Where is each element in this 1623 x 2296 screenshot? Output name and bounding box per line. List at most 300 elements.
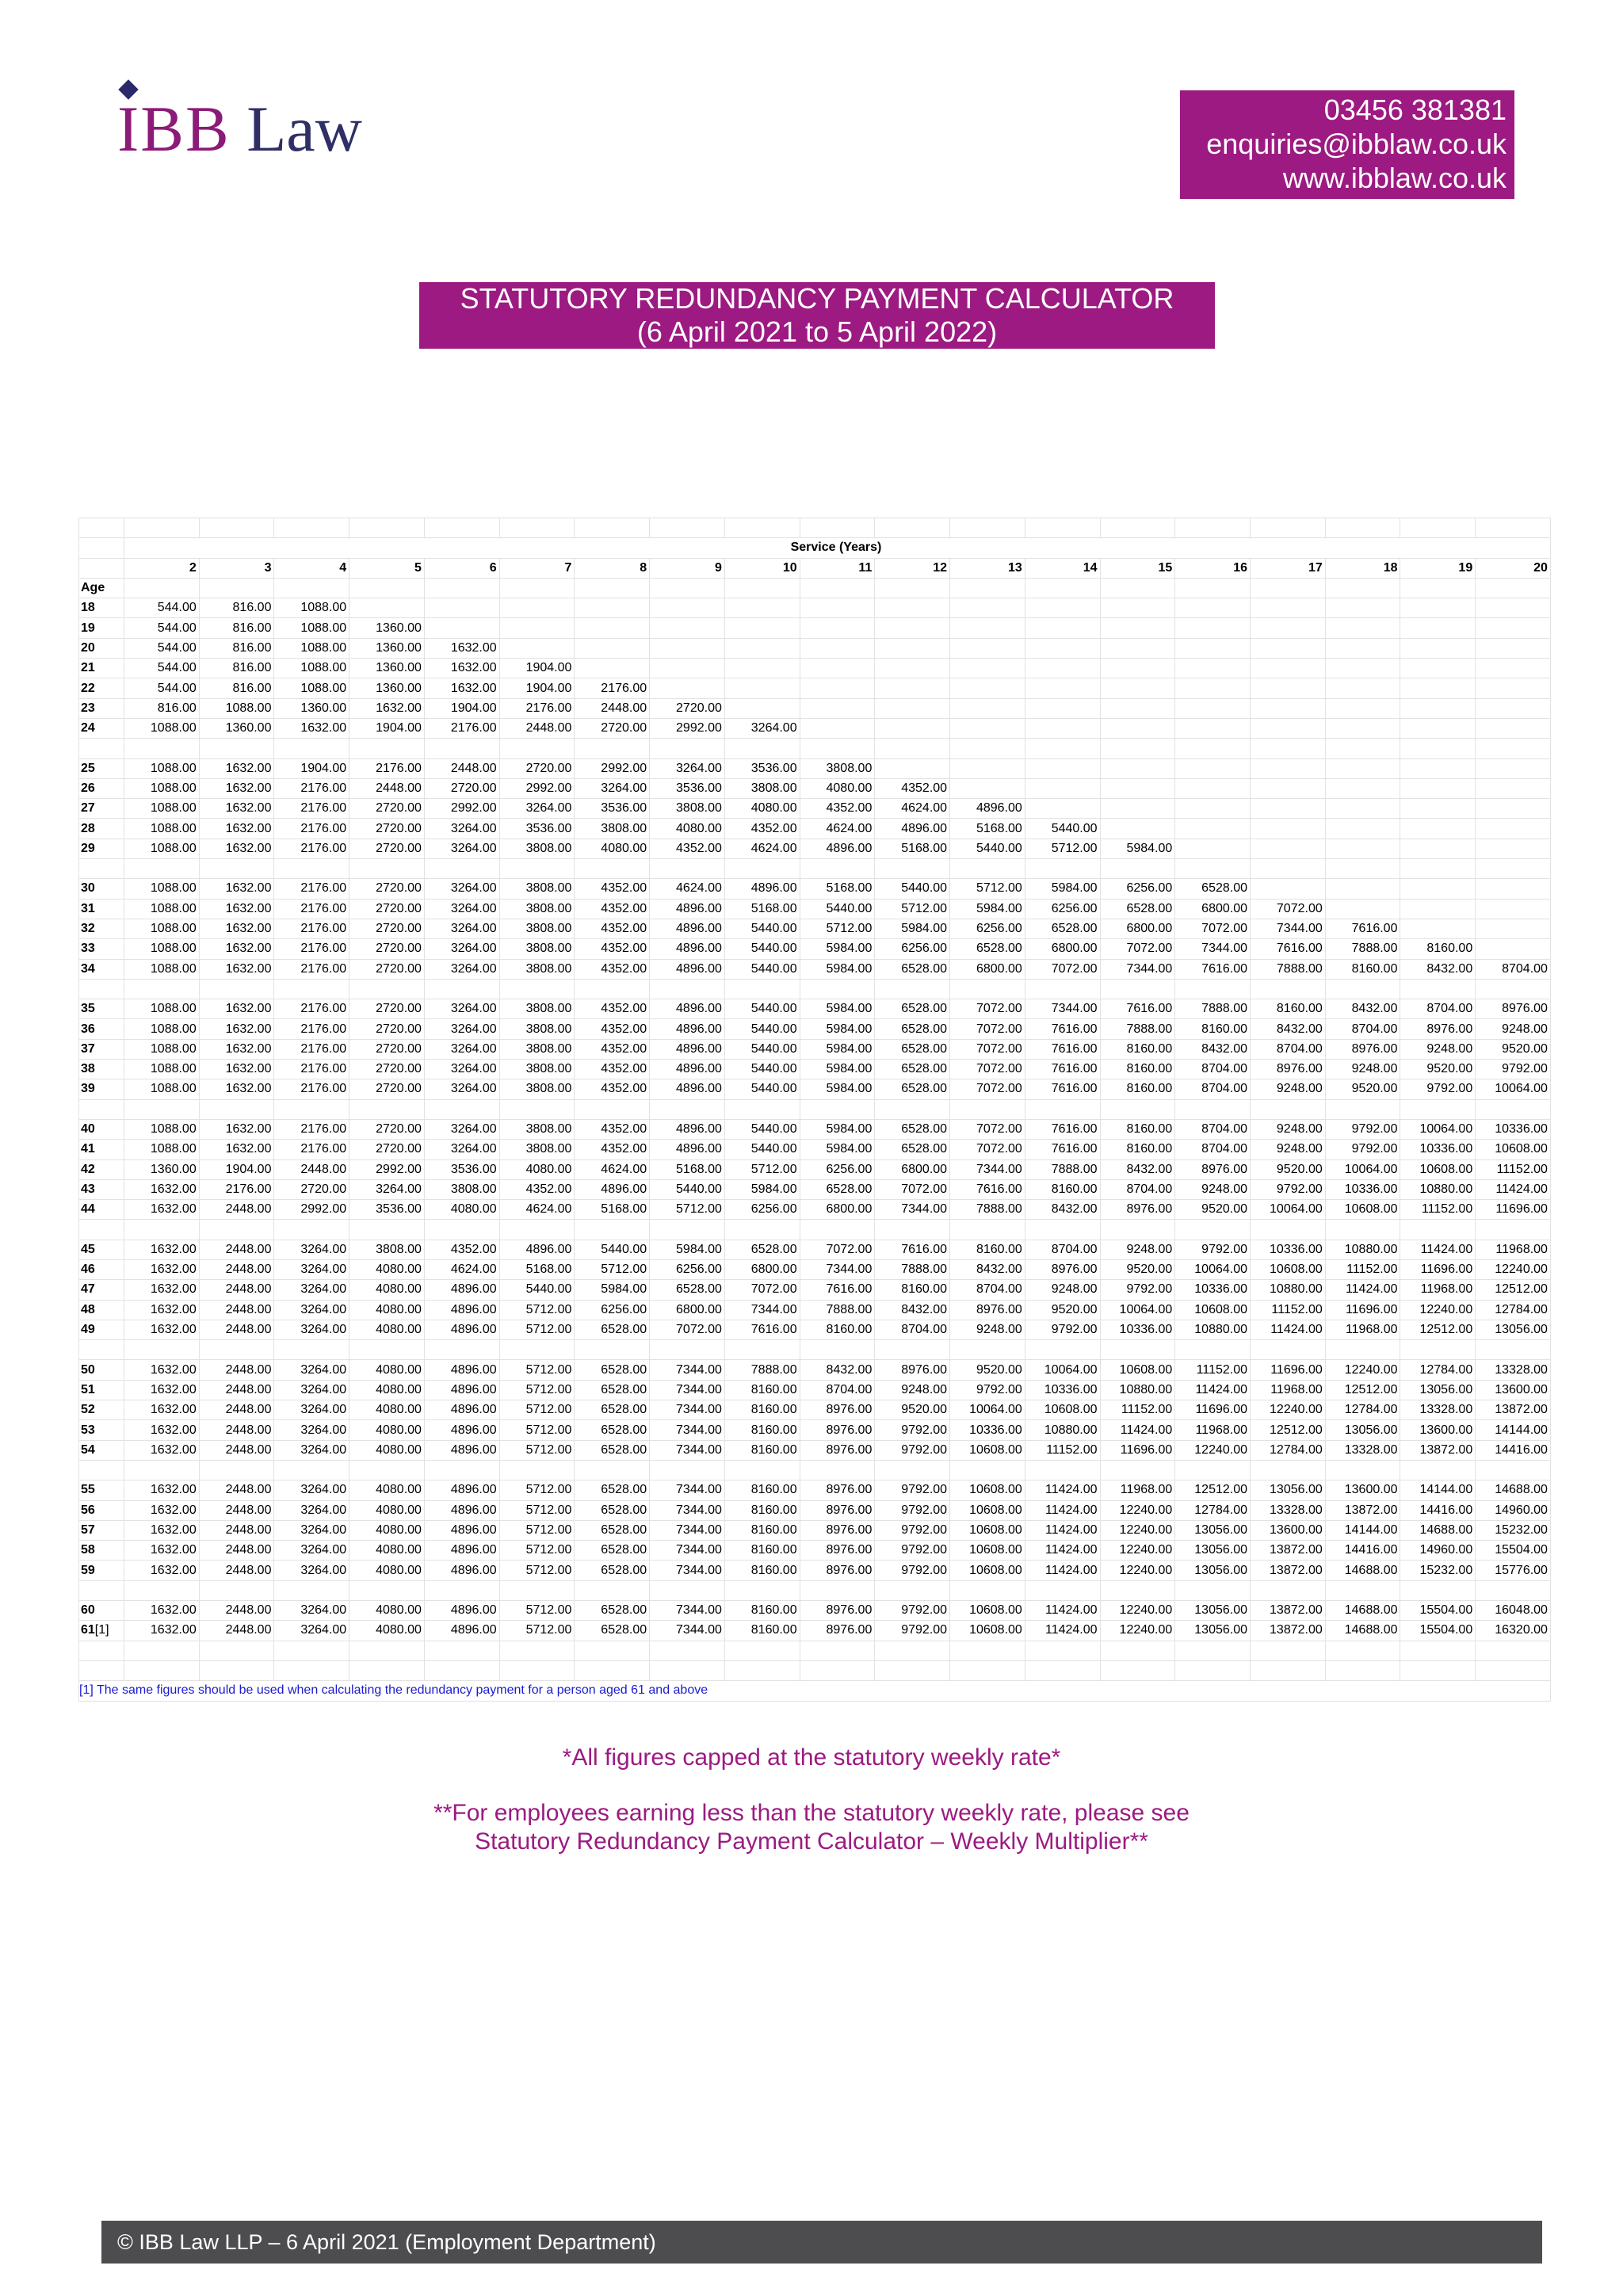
table-row xyxy=(79,778,1551,798)
value-cell: 11424.00 xyxy=(1025,1601,1100,1621)
value-cell: 3536.00 xyxy=(499,819,575,839)
value-cell: 4352.00 xyxy=(575,919,650,938)
value-cell: 1632.00 xyxy=(124,1400,200,1420)
value-cell: 11152.00 xyxy=(1100,1400,1175,1420)
empty-cell xyxy=(724,698,800,718)
empty-cell xyxy=(124,859,200,879)
value-cell: 2176.00 xyxy=(274,1140,349,1159)
value-cell: 1360.00 xyxy=(199,718,274,738)
value-cell: 4896.00 xyxy=(424,1520,499,1540)
value-cell: 12784.00 xyxy=(1400,1360,1476,1380)
empty-cell xyxy=(800,1099,875,1119)
value-cell: 8976.00 xyxy=(1325,1039,1400,1059)
empty-cell xyxy=(1400,839,1476,858)
empty-cell xyxy=(1400,899,1476,919)
value-cell: 4080.00 xyxy=(349,1601,425,1621)
value-cell: 13600.00 xyxy=(1251,1520,1326,1540)
value-cell: 9520.00 xyxy=(875,1400,950,1420)
value-cell: 7888.00 xyxy=(800,1300,875,1320)
value-cell: 12240.00 xyxy=(1251,1400,1326,1420)
value-cell: 13872.00 xyxy=(1400,1440,1476,1460)
empty-cell xyxy=(800,578,875,598)
value-cell: 13056.00 xyxy=(1400,1380,1476,1400)
empty-cell xyxy=(575,1340,650,1360)
title-line-1: STATUTORY REDUNDANCY PAYMENT CALCULATOR xyxy=(460,282,1174,315)
empty-cell xyxy=(424,518,499,538)
value-cell: 3808.00 xyxy=(499,1079,575,1099)
value-cell: 1632.00 xyxy=(199,799,274,819)
empty-cell xyxy=(1476,518,1551,538)
empty-cell xyxy=(349,1460,425,1480)
value-cell: 1904.00 xyxy=(274,758,349,778)
value-cell: 8976.00 xyxy=(800,1520,875,1540)
value-cell: 8160.00 xyxy=(1251,999,1326,1019)
value-cell: 2448.00 xyxy=(199,1541,274,1561)
value-cell: 6528.00 xyxy=(575,1601,650,1621)
empty-cell xyxy=(875,739,950,758)
value-cell: 3264.00 xyxy=(274,1621,349,1641)
column-header: 12 xyxy=(875,558,950,578)
age-value: 36 xyxy=(81,1022,95,1036)
age-value: 30 xyxy=(81,881,95,896)
value-cell: 2176.00 xyxy=(575,678,650,698)
value-cell: 1632.00 xyxy=(199,1060,274,1079)
empty-cell xyxy=(875,718,950,738)
empty-cell xyxy=(79,1220,124,1240)
table-row xyxy=(79,638,1551,658)
value-cell: 5712.00 xyxy=(499,1480,575,1500)
value-cell: 6800.00 xyxy=(950,959,1025,979)
empty-cell xyxy=(1175,979,1251,999)
empty-cell xyxy=(424,1641,499,1660)
value-cell: 1088.00 xyxy=(274,598,349,618)
empty-cell xyxy=(724,739,800,758)
empty-cell xyxy=(1400,1641,1476,1660)
value-cell: 5984.00 xyxy=(800,999,875,1019)
value-cell: 4352.00 xyxy=(575,1119,650,1139)
value-cell: 3808.00 xyxy=(499,1019,575,1039)
value-cell: 3264.00 xyxy=(424,1019,499,1039)
age-value: 34 xyxy=(81,961,95,976)
value-cell: 5440.00 xyxy=(499,1280,575,1300)
value-cell: 7888.00 xyxy=(1175,999,1251,1019)
value-cell: 6528.00 xyxy=(575,1440,650,1460)
empty-cell xyxy=(274,1460,349,1480)
value-cell: 8976.00 xyxy=(1175,1159,1251,1179)
empty-cell xyxy=(349,1099,425,1119)
value-cell: 2448.00 xyxy=(499,718,575,738)
empty-cell xyxy=(1100,778,1175,798)
value-cell: 2176.00 xyxy=(274,839,349,858)
age-value: 26 xyxy=(81,781,95,795)
value-cell: 9248.00 xyxy=(1251,1079,1326,1099)
spacer-row xyxy=(79,1660,1551,1680)
value-cell: 8160.00 xyxy=(1100,1140,1175,1159)
value-cell: 9520.00 xyxy=(1251,1159,1326,1179)
empty-cell xyxy=(1025,598,1100,618)
empty-cell xyxy=(575,1641,650,1660)
empty-cell xyxy=(1100,1220,1175,1240)
table-row xyxy=(79,1480,1551,1500)
empty-cell xyxy=(950,638,1025,658)
age-cell xyxy=(79,959,124,979)
value-cell: 8160.00 xyxy=(1325,959,1400,979)
column-header: 9 xyxy=(650,558,725,578)
empty-cell xyxy=(274,578,349,598)
empty-cell xyxy=(1400,1220,1476,1240)
value-cell: 2720.00 xyxy=(499,758,575,778)
empty-cell xyxy=(950,758,1025,778)
value-cell: 3808.00 xyxy=(499,939,575,959)
age-cell xyxy=(79,1039,124,1059)
value-cell: 7616.00 xyxy=(1025,1079,1100,1099)
empty-cell xyxy=(1400,618,1476,638)
value-cell: 7344.00 xyxy=(800,1259,875,1279)
value-cell: 7072.00 xyxy=(724,1280,800,1300)
empty-cell xyxy=(349,739,425,758)
empty-cell xyxy=(875,1580,950,1600)
value-cell: 15232.00 xyxy=(1476,1520,1551,1540)
table-row xyxy=(79,1179,1551,1199)
value-cell: 14688.00 xyxy=(1325,1601,1400,1621)
value-cell: 1632.00 xyxy=(199,1079,274,1099)
value-cell: 14960.00 xyxy=(1400,1541,1476,1561)
age-cell xyxy=(79,1060,124,1079)
value-cell: 9792.00 xyxy=(875,1440,950,1460)
value-cell: 5984.00 xyxy=(800,959,875,979)
value-cell: 7072.00 xyxy=(1251,899,1326,919)
value-cell: 1904.00 xyxy=(499,678,575,698)
value-cell: 7616.00 xyxy=(1025,1119,1100,1139)
value-cell: 2448.00 xyxy=(199,1320,274,1339)
value-cell: 4352.00 xyxy=(575,1019,650,1039)
table-row xyxy=(79,1259,1551,1279)
value-cell: 4080.00 xyxy=(349,1500,425,1520)
empty-cell xyxy=(499,638,575,658)
value-cell: 13600.00 xyxy=(1325,1480,1400,1500)
value-cell: 1088.00 xyxy=(274,678,349,698)
value-cell: 1088.00 xyxy=(124,819,200,839)
value-cell: 5984.00 xyxy=(800,1060,875,1079)
value-cell: 6528.00 xyxy=(575,1520,650,1540)
value-cell: 10880.00 xyxy=(1025,1420,1100,1440)
value-cell: 4352.00 xyxy=(575,1039,650,1059)
value-cell: 3264.00 xyxy=(724,718,800,738)
empty-cell xyxy=(1400,1099,1476,1119)
value-cell: 4896.00 xyxy=(424,1300,499,1320)
value-cell: 7616.00 xyxy=(1100,999,1175,1019)
value-cell: 16048.00 xyxy=(1476,1601,1551,1621)
value-cell: 4896.00 xyxy=(575,1179,650,1199)
value-cell: 4896.00 xyxy=(424,1440,499,1460)
age-value: 60 xyxy=(81,1603,95,1618)
empty-cell xyxy=(950,979,1025,999)
value-cell: 8976.00 xyxy=(800,1601,875,1621)
value-cell: 8704.00 xyxy=(1100,1179,1175,1199)
empty-cell xyxy=(1251,859,1326,879)
empty-cell xyxy=(1100,739,1175,758)
value-cell: 7072.00 xyxy=(1025,959,1100,979)
age-value: 35 xyxy=(81,1002,95,1016)
empty-cell xyxy=(575,1460,650,1480)
age-value: 52 xyxy=(81,1403,95,1417)
spacer-row xyxy=(79,1580,1551,1600)
spacer-row xyxy=(79,739,1551,758)
value-cell: 14416.00 xyxy=(1325,1541,1400,1561)
value-cell: 1632.00 xyxy=(124,1500,200,1520)
empty-cell xyxy=(79,1460,124,1480)
empty-cell xyxy=(650,1099,725,1119)
value-cell: 4352.00 xyxy=(575,1140,650,1159)
value-cell: 7616.00 xyxy=(1025,1019,1100,1039)
value-cell: 3264.00 xyxy=(274,1601,349,1621)
value-cell: 1632.00 xyxy=(124,1440,200,1460)
value-cell: 8704.00 xyxy=(800,1380,875,1400)
empty-cell xyxy=(199,1660,274,1680)
value-cell: 11424.00 xyxy=(1025,1561,1100,1580)
empty-cell xyxy=(424,1220,499,1240)
age-value: 59 xyxy=(81,1563,95,1577)
table-row xyxy=(79,1019,1551,1039)
empty-cell xyxy=(1251,678,1326,698)
empty-cell xyxy=(1025,739,1100,758)
value-cell: 8704.00 xyxy=(1400,999,1476,1019)
age-value: 37 xyxy=(81,1041,95,1056)
empty-cell xyxy=(1251,659,1326,678)
value-cell: 1088.00 xyxy=(124,879,200,899)
value-cell: 8160.00 xyxy=(724,1380,800,1400)
value-cell: 7888.00 xyxy=(1325,939,1400,959)
value-cell: 9792.00 xyxy=(875,1621,950,1641)
value-cell: 8160.00 xyxy=(950,1240,1025,1259)
value-cell: 8432.00 xyxy=(875,1300,950,1320)
value-cell: 2720.00 xyxy=(349,1119,425,1139)
value-cell: 5712.00 xyxy=(499,1500,575,1520)
value-cell: 4896.00 xyxy=(650,1039,725,1059)
age-cell xyxy=(79,1520,124,1540)
value-cell: 3264.00 xyxy=(424,1060,499,1079)
value-cell: 6800.00 xyxy=(1175,899,1251,919)
value-cell: 11152.00 xyxy=(1325,1259,1400,1279)
value-cell: 1088.00 xyxy=(124,758,200,778)
value-cell: 6256.00 xyxy=(575,1300,650,1320)
empty-cell xyxy=(1325,578,1400,598)
empty-cell xyxy=(1100,1580,1175,1600)
empty-cell xyxy=(950,1460,1025,1480)
value-cell: 4080.00 xyxy=(349,1480,425,1500)
spacer-row xyxy=(79,979,1551,999)
value-cell: 6256.00 xyxy=(875,939,950,959)
empty-cell xyxy=(199,1580,274,1600)
empty-cell xyxy=(1251,819,1326,839)
value-cell: 10880.00 xyxy=(1100,1380,1175,1400)
empty-cell xyxy=(575,578,650,598)
value-cell: 11424.00 xyxy=(1400,1240,1476,1259)
empty-cell xyxy=(1325,1460,1400,1480)
value-cell: 12512.00 xyxy=(1251,1420,1326,1440)
value-cell: 5712.00 xyxy=(875,899,950,919)
value-cell: 13872.00 xyxy=(1476,1400,1551,1420)
value-cell: 3536.00 xyxy=(650,778,725,798)
age-value: 55 xyxy=(81,1483,95,1497)
age-value: 40 xyxy=(81,1122,95,1137)
value-cell: 9792.00 xyxy=(1100,1280,1175,1300)
empty-cell xyxy=(1251,758,1326,778)
value-cell: 3264.00 xyxy=(424,1119,499,1139)
value-cell: 4624.00 xyxy=(650,879,725,899)
value-cell: 3264.00 xyxy=(424,919,499,938)
empty-cell xyxy=(349,1340,425,1360)
empty-cell xyxy=(1025,799,1100,819)
empty-cell xyxy=(950,659,1025,678)
table-row xyxy=(79,1601,1551,1621)
page-footer: © IBB Law LLP – 6 April 2021 (Employment Department) xyxy=(101,2221,1542,2264)
empty-cell xyxy=(1325,859,1400,879)
value-cell: 2448.00 xyxy=(199,1500,274,1520)
value-cell: 2176.00 xyxy=(274,939,349,959)
value-cell: 3264.00 xyxy=(274,1420,349,1440)
empty-cell xyxy=(349,1580,425,1600)
empty-cell xyxy=(1025,1099,1100,1119)
value-cell: 10064.00 xyxy=(950,1400,1025,1420)
value-cell: 4896.00 xyxy=(650,919,725,938)
value-cell: 4624.00 xyxy=(800,819,875,839)
value-cell: 1632.00 xyxy=(124,1320,200,1339)
value-cell: 7344.00 xyxy=(650,1601,725,1621)
value-cell: 4896.00 xyxy=(650,899,725,919)
value-cell: 5984.00 xyxy=(800,1079,875,1099)
table-row xyxy=(79,1541,1551,1561)
value-cell: 3264.00 xyxy=(424,899,499,919)
value-cell: 4352.00 xyxy=(424,1240,499,1259)
redundancy-grid xyxy=(78,518,1551,1702)
age-cell xyxy=(79,1561,124,1580)
value-cell: 2176.00 xyxy=(274,999,349,1019)
age-cell xyxy=(79,1601,124,1621)
value-cell: 1088.00 xyxy=(124,999,200,1019)
empty-cell xyxy=(1325,1641,1400,1660)
value-cell: 1632.00 xyxy=(124,1259,200,1279)
value-cell: 3808.00 xyxy=(650,799,725,819)
value-cell: 11424.00 xyxy=(1025,1621,1100,1641)
value-cell: 5440.00 xyxy=(724,1019,800,1039)
value-cell: 7616.00 xyxy=(1325,919,1400,938)
table-row xyxy=(79,618,1551,638)
empty-cell xyxy=(1325,1580,1400,1600)
value-cell: 7072.00 xyxy=(875,1179,950,1199)
value-cell: 8160.00 xyxy=(724,1400,800,1420)
table-row xyxy=(79,1500,1551,1520)
value-cell: 2176.00 xyxy=(274,1079,349,1099)
spacer-row xyxy=(79,1460,1551,1480)
value-cell: 2992.00 xyxy=(499,778,575,798)
value-cell: 1360.00 xyxy=(349,659,425,678)
value-cell: 7072.00 xyxy=(950,1119,1025,1139)
value-cell: 5168.00 xyxy=(499,1259,575,1279)
age-label: Age xyxy=(79,578,124,598)
value-cell: 9792.00 xyxy=(1325,1140,1400,1159)
value-cell: 2176.00 xyxy=(274,959,349,979)
empty-cell xyxy=(124,979,200,999)
value-cell: 6528.00 xyxy=(1100,899,1175,919)
value-cell: 5440.00 xyxy=(724,919,800,938)
empty-cell xyxy=(124,739,200,758)
value-cell: 3536.00 xyxy=(724,758,800,778)
empty-cell xyxy=(424,1340,499,1360)
value-cell: 13872.00 xyxy=(1251,1561,1326,1580)
empty-cell xyxy=(650,1641,725,1660)
age-cell xyxy=(79,1280,124,1300)
empty-cell xyxy=(424,739,499,758)
value-cell: 1632.00 xyxy=(199,919,274,938)
empty-cell xyxy=(424,859,499,879)
value-cell: 12240.00 xyxy=(1175,1440,1251,1460)
table-row xyxy=(79,1079,1551,1099)
value-cell: 8704.00 xyxy=(1175,1079,1251,1099)
empty-cell xyxy=(1400,819,1476,839)
value-cell: 1632.00 xyxy=(124,1200,200,1220)
empty-cell xyxy=(1476,598,1551,618)
value-cell: 11424.00 xyxy=(1251,1320,1326,1339)
empty-cell xyxy=(724,618,800,638)
age-cell xyxy=(79,1019,124,1039)
empty-cell xyxy=(1476,819,1551,839)
empty-cell xyxy=(650,1580,725,1600)
value-cell: 8160.00 xyxy=(1175,1019,1251,1039)
empty-cell xyxy=(1476,839,1551,858)
value-cell: 9792.00 xyxy=(1400,1079,1476,1099)
value-cell: 8160.00 xyxy=(724,1440,800,1460)
value-cell: 14416.00 xyxy=(1476,1440,1551,1460)
value-cell: 5984.00 xyxy=(650,1240,725,1259)
empty-cell xyxy=(800,718,875,738)
value-cell: 2176.00 xyxy=(274,1119,349,1139)
empty-cell xyxy=(1175,778,1251,798)
value-cell: 1632.00 xyxy=(199,1019,274,1039)
value-cell: 6256.00 xyxy=(950,919,1025,938)
value-cell: 7616.00 xyxy=(800,1280,875,1300)
value-cell: 4080.00 xyxy=(424,1200,499,1220)
value-cell: 4624.00 xyxy=(575,1159,650,1179)
empty-cell xyxy=(950,1641,1025,1660)
empty-cell xyxy=(1251,1220,1326,1240)
table-row xyxy=(79,1200,1551,1220)
value-cell: 3264.00 xyxy=(499,799,575,819)
empty-cell xyxy=(1325,659,1400,678)
value-cell: 3264.00 xyxy=(424,839,499,858)
table-row xyxy=(79,799,1551,819)
empty-cell xyxy=(724,1660,800,1680)
age-cell xyxy=(79,618,124,638)
value-cell: 5440.00 xyxy=(724,1140,800,1159)
value-cell: 3264.00 xyxy=(424,819,499,839)
age-cell xyxy=(79,1320,124,1339)
value-cell: 1632.00 xyxy=(124,1300,200,1320)
value-cell: 5984.00 xyxy=(1100,839,1175,858)
empty-cell xyxy=(1476,638,1551,658)
value-cell: 1088.00 xyxy=(124,959,200,979)
value-cell: 3808.00 xyxy=(800,758,875,778)
value-cell: 5984.00 xyxy=(800,939,875,959)
value-cell: 9792.00 xyxy=(875,1500,950,1520)
empty-cell xyxy=(1175,678,1251,698)
empty-cell xyxy=(950,598,1025,618)
column-header: 2 xyxy=(124,558,200,578)
value-cell: 4352.00 xyxy=(575,939,650,959)
value-cell: 9520.00 xyxy=(1100,1259,1175,1279)
age-value: 50 xyxy=(81,1362,95,1377)
value-cell: 6528.00 xyxy=(650,1280,725,1300)
